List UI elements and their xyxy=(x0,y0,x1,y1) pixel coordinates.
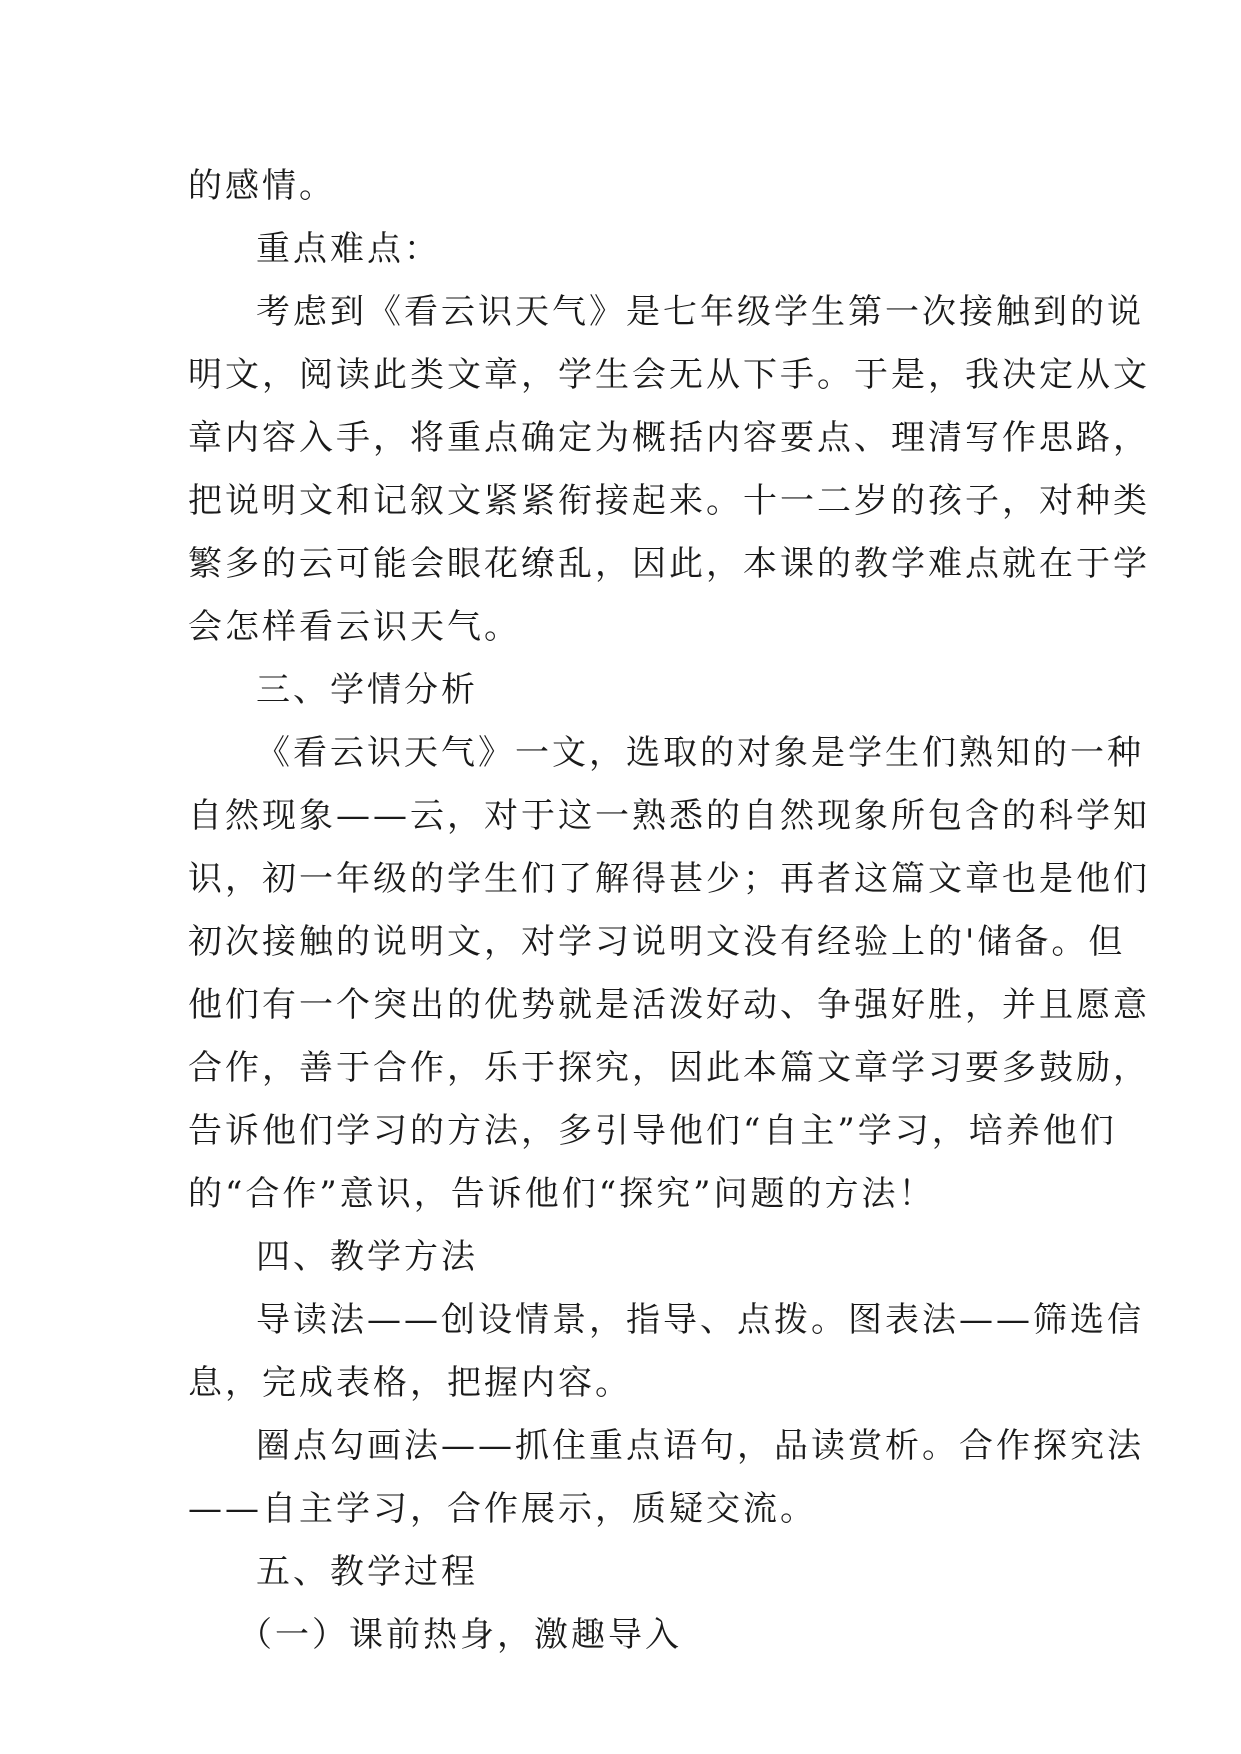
text-line: 自然现象——云，对于这一熟悉的自然现象所包含的科学知 xyxy=(188,796,1150,836)
text-line: 把说明文和记叙文紧紧衔接起来。十一二岁的孩子，对种类 xyxy=(188,481,1150,521)
document-body xyxy=(188,155,1150,1667)
text-line: 的“合作”意识，告诉他们“探究”问题的方法！ xyxy=(188,1174,936,1214)
section-label-key-points: 重点难点： xyxy=(256,229,441,269)
text-line: 他们有一个突出的优势就是活泼好动、争强好胜，并且愿意 xyxy=(188,985,1150,1025)
text-line: 导读法——创设情景，指导、点拨。图表法——筛选信 xyxy=(256,1300,1144,1340)
text-line: 章内容入手，将重点确定为概括内容要点、理清写作思路， xyxy=(188,418,1150,458)
text-line: 考虑到《看云识天气》是七年级学生第一次接触到的说 xyxy=(256,292,1144,332)
text-line: 明文，阅读此类文章，学生会无从下手。于是，我决定从文 xyxy=(188,355,1150,395)
text-line: 繁多的云可能会眼花缭乱，因此，本课的教学难点就在于学 xyxy=(188,544,1150,584)
text-line: 识，初一年级的学生们了解得甚少；再者这篇文章也是他们 xyxy=(188,859,1150,899)
text-line: 初次接触的说明文，对学习说明文没有经验上的'储备。但 xyxy=(188,922,1126,962)
text-line: 告诉他们学习的方法，多引导他们“自主”学习，培养他们 xyxy=(188,1111,1117,1151)
section-heading-learning-analysis: 三、学情分析 xyxy=(256,670,478,710)
text-line: 《看云识天气》一文，选取的对象是学生们熟知的一种 xyxy=(256,733,1144,773)
text-line: 息，完成表格，把握内容。 xyxy=(188,1363,632,1403)
text-line: 圈点勾画法——抓住重点语句，品读赏析。合作探究法 xyxy=(256,1426,1144,1466)
section-heading-teaching-methods: 四、教学方法 xyxy=(256,1237,478,1277)
section-heading-teaching-process: 五、教学过程 xyxy=(256,1552,478,1592)
text-line: 合作，善于合作，乐于探究，因此本篇文章学习要多鼓励， xyxy=(188,1048,1150,1088)
text-line: ——自主学习，合作展示，质疑交流。 xyxy=(188,1489,817,1529)
text-line: 会怎样看云识天气。 xyxy=(188,607,521,647)
subsection-heading-warmup: （一）课前热身，激趣导入 xyxy=(238,1615,682,1655)
text-line: 的感情。 xyxy=(188,166,336,206)
